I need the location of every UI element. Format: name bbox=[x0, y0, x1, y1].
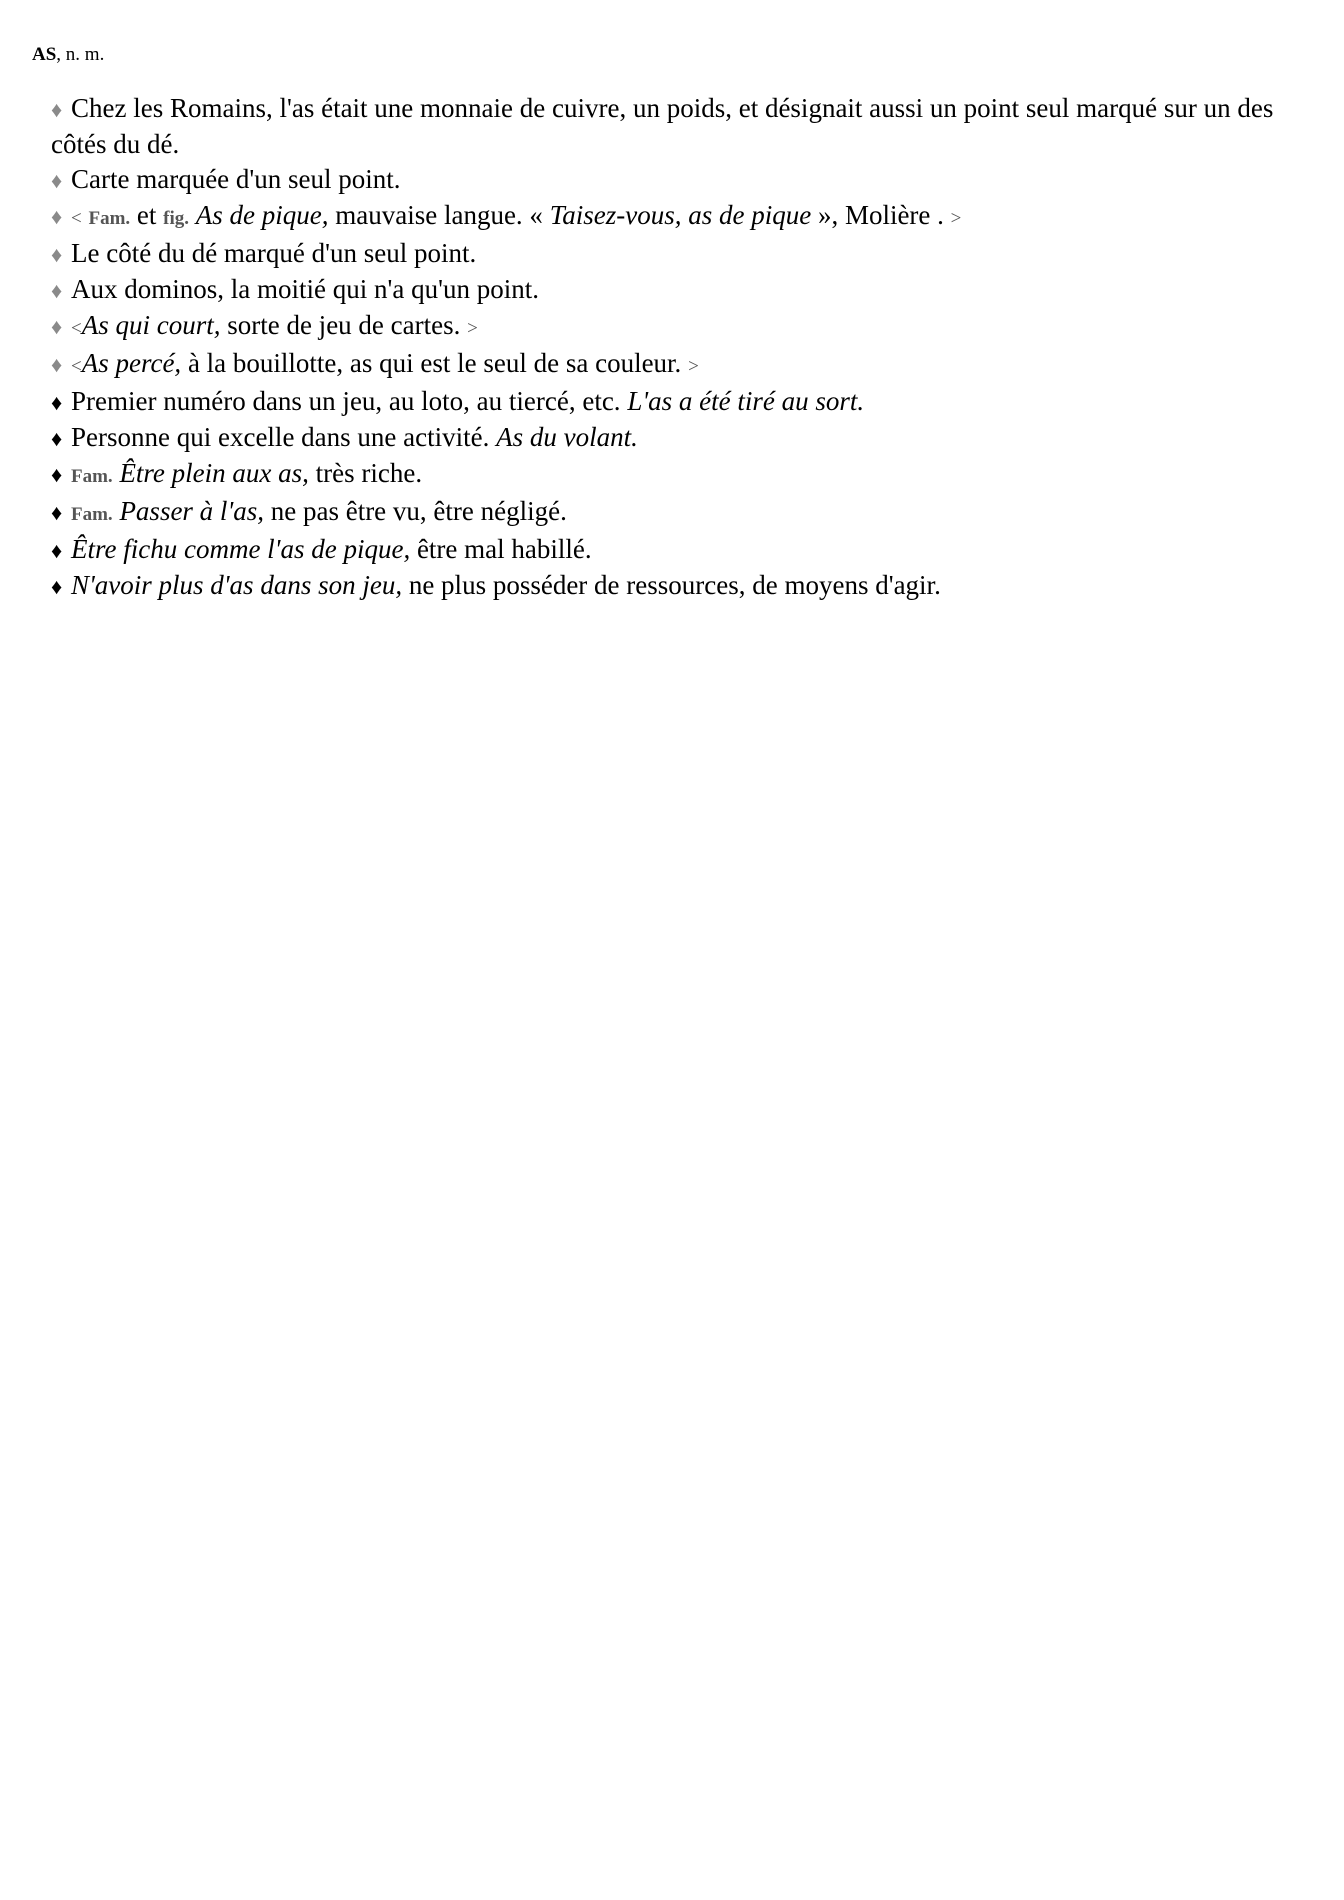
register-tag: Fam. bbox=[71, 466, 113, 487]
diamond-bullet-icon: ♦ bbox=[51, 97, 63, 122]
sense-item bbox=[51, 420, 1321, 456]
sense-definition: ne plus posséder de ressources, de moyens d'agir. bbox=[402, 570, 941, 600]
register-tag: fig. bbox=[163, 208, 190, 229]
diamond-bullet-icon: ♦ bbox=[51, 500, 63, 525]
sense-item bbox=[51, 308, 1321, 346]
register-tag: Fam. bbox=[88, 208, 131, 229]
close-bracket: > bbox=[950, 208, 962, 229]
diamond-bullet-icon: ♦ bbox=[51, 390, 63, 415]
diamond-bullet-icon: ♦ bbox=[51, 204, 63, 229]
sense-item bbox=[51, 346, 1321, 384]
sense-attribution: », Molière . bbox=[811, 200, 944, 230]
sense-phrase: Être fichu comme l'as de pique, bbox=[71, 534, 411, 564]
sense-example: As du volant. bbox=[496, 422, 638, 452]
register-tag: Fam. bbox=[71, 504, 113, 525]
sense-phrase: Être plein aux as, bbox=[119, 458, 309, 488]
sense-text: Carte marquée d'un seul point. bbox=[71, 164, 401, 194]
sense-phrase: As percé, bbox=[81, 348, 182, 378]
diamond-bullet-icon: ♦ bbox=[51, 462, 63, 487]
sense-phrase: N'avoir plus d'as dans son jeu, bbox=[71, 570, 403, 600]
diamond-bullet-icon: ♦ bbox=[51, 352, 63, 377]
diamond-bullet-icon: ♦ bbox=[51, 278, 63, 303]
sense-item bbox=[51, 198, 1321, 236]
sense-item bbox=[51, 456, 1321, 494]
sense-example: L'as a été tiré au sort. bbox=[627, 386, 865, 416]
sense-definition: ne pas être vu, être négligé. bbox=[263, 496, 567, 526]
sense-item bbox=[51, 532, 1321, 568]
sense-item bbox=[51, 91, 1321, 162]
sense-definition: mauvaise langue. « bbox=[328, 200, 550, 230]
sense-quote: Taisez-vous, as de pique bbox=[549, 200, 812, 230]
sense-definition: très riche. bbox=[308, 458, 423, 488]
diamond-bullet-icon: ♦ bbox=[51, 314, 63, 339]
sense-phrase: As qui court, bbox=[81, 310, 221, 340]
sense-text: Premier numéro dans un jeu, au loto, au tiercé, etc. bbox=[71, 386, 628, 416]
sense-text: Le côté du dé marqué d'un seul point. bbox=[71, 238, 477, 268]
sense-text: Aux dominos, la moitié qui n'a qu'un point. bbox=[71, 274, 539, 304]
diamond-bullet-icon: ♦ bbox=[51, 168, 63, 193]
entry-heading bbox=[32, 44, 104, 66]
sense-item bbox=[51, 494, 1321, 532]
diamond-bullet-icon: ♦ bbox=[51, 242, 63, 267]
sense-item bbox=[51, 568, 1321, 604]
sense-list bbox=[51, 91, 1321, 604]
entry-part-of-speech: , n. m. bbox=[56, 44, 105, 65]
open-bracket: < bbox=[71, 318, 82, 339]
close-bracket: > bbox=[688, 356, 699, 377]
entry-lemma: AS bbox=[32, 44, 57, 65]
sense-item bbox=[51, 384, 1321, 420]
tag-conjunction: et bbox=[130, 200, 164, 230]
close-bracket: > bbox=[467, 318, 478, 339]
sense-definition: être mal habillé. bbox=[410, 534, 592, 564]
sense-text: Personne qui excelle dans une activité. bbox=[71, 422, 497, 452]
sense-item bbox=[51, 236, 1321, 272]
sense-item bbox=[51, 272, 1321, 308]
sense-definition: sorte de jeu de cartes. bbox=[220, 310, 461, 340]
sense-phrase: Passer à l'as, bbox=[119, 496, 264, 526]
sense-phrase: As de pique, bbox=[195, 200, 329, 230]
sense-item bbox=[51, 162, 1321, 198]
open-bracket: < bbox=[71, 356, 82, 377]
sense-text: Chez les Romains, l'as était une monnaie de cuivre, un poids, et désignait aussi un point seul marqué sur un des côtés du dé. bbox=[51, 93, 1274, 159]
diamond-bullet-icon: ♦ bbox=[51, 426, 63, 451]
diamond-bullet-icon: ♦ bbox=[51, 538, 63, 563]
sense-definition: à la bouillotte, as qui est le seul de sa couleur. bbox=[181, 348, 682, 378]
open-bracket: < bbox=[71, 208, 82, 229]
diamond-bullet-icon: ♦ bbox=[51, 574, 63, 599]
